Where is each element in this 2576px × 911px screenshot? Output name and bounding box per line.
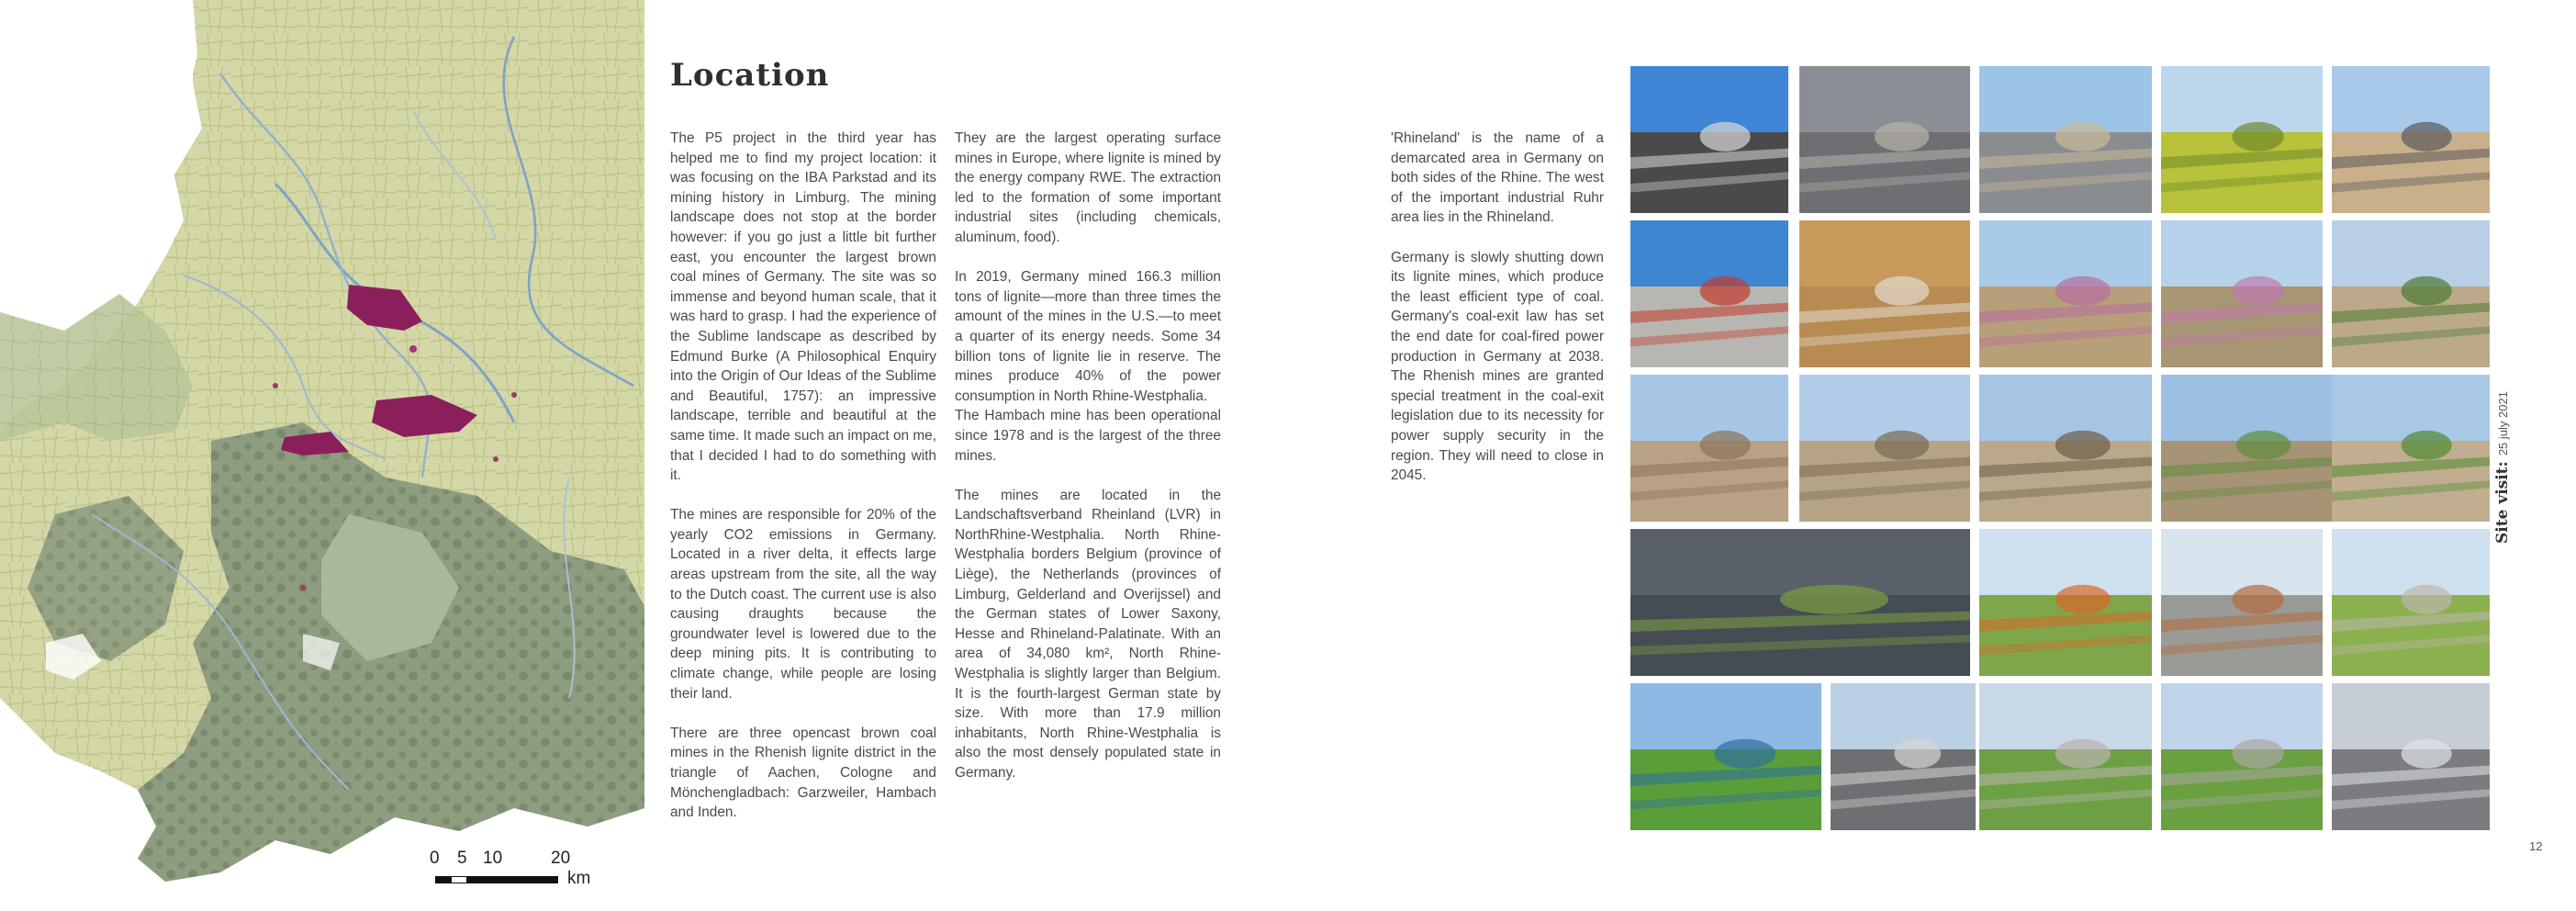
scale-unit: km (567, 869, 591, 888)
scale-bar (424, 849, 608, 894)
photo-mine-flowers (1979, 220, 2152, 367)
photo-dump-truck (1799, 220, 1970, 367)
scale-tick-10: 10 (483, 849, 503, 868)
photo-pipes-lawn (1630, 683, 1821, 830)
paragraph: They are the largest operating surface mines in Europe, where lignite is mined by the energy company RWE. The extraction led to the formation of some important industrial sites (including chemicals, aluminum, food). (955, 130, 1221, 245)
text-column-2 (955, 129, 1221, 803)
photo-mine-terraces-tree (2332, 220, 2490, 367)
paragraph: The P5 project in the third year has helped me to find my project location: it was focusing on the IBA Parkstad and its mining history in Limburg. The mining landscape does not stop at the border however: if you go just a little bit further east, you encounter the largest brown coal mines of Germany. The site was so immense and beyond human scale, that it was hard to grasp. I had the experience of the Sublime landscape as described by Edmund Burke (A Philosophical Enquiry into the Origin of Our Ideas of the Sublime and Beautiful, 1757): an impressive landscape, terrible and beautiful at the same time. It made such an impact on me, that I decided I had to do something with it. (670, 130, 936, 484)
photo-viewing-platform (1979, 66, 2152, 213)
photo-landscape-path (2332, 529, 2490, 676)
paragraph: In 2019, Germany mined 166.3 million tons of lignite—more than three times the amount of the mines in the U.S.—to meet a quarter of its energy needs. Some 34 billion tons of lignite lie in reserve. The mines produce 40% of the power consumption in North Rhine-Westphalia. The Hambach mine has been operational since 1978 and is the largest of the three mines. (955, 269, 1221, 464)
site-visit-photo-grid (1630, 66, 2490, 836)
photo-mine-dark-slope (1630, 529, 1970, 676)
paragraph: There are three opencast brown coal mines in the Rhenish lignite district in the triangle of Aachen, Cologne and Mönchengladbach: Garzweiler, Hambach and Inden. (670, 725, 936, 821)
photo-powerplant-2 (2161, 683, 2323, 830)
photo-concrete-stairs (2161, 529, 2323, 676)
page-number: 12 (2529, 839, 2543, 853)
photo-parking-lot (1630, 66, 1788, 213)
scale-tick-20: 20 (551, 849, 571, 868)
photo-orange-stair (1979, 529, 2152, 676)
photo-mine-panorama-2 (1799, 375, 1970, 522)
photo-mine-panorama-3 (1979, 375, 2152, 522)
paragraph: Germany is slowly shutting down its lignite mines, which produce the least efficient type of coal. Germany's coal-exit law has set the end date for coal-fired power production in Germany at 2038. The Rhenish mines are granted special treatment in the coal-exit legislation due to its necessity for power supply security in the region. They will need to close in 2045. (1391, 249, 1604, 484)
scale-segment (466, 876, 494, 883)
site-visit-note (2493, 388, 2521, 544)
photo-mine-edge-trees (2332, 375, 2490, 522)
site-visit-label: Site visit: (2493, 461, 2512, 544)
photo-mine-terraces-flowers (2161, 220, 2323, 367)
photo-powerplant-1 (1979, 683, 2152, 830)
site-visit-date: 25 july 2021 (2496, 391, 2510, 456)
photo-excavator-meadow (2161, 66, 2323, 213)
scale-segment (494, 876, 558, 883)
photo-road-powerplant (1831, 683, 1976, 830)
regional-map (0, 0, 644, 911)
photo-mine-panorama-1 (1630, 375, 1788, 522)
photo-mine-panorama-4 (2161, 375, 2332, 522)
photo-excavator-mine (2332, 66, 2490, 213)
paragraph: 'Rhineland' is the name of a demarcated area in Germany on both sides of the Rhine. The west of the important industrial Ruhr area lies in the Rhineland. (1391, 130, 1604, 226)
paragraph: The mines are located in the Landschaftsverband Rheinland (LVR) in NorthRhine-Westphalia. North Rhine-Westphalia borders Belgium (province of Liège), the Netherlands (provinces of Limburg, Gelderland and Overijssel) and the German states of Lower Saxony, Hesse and Rhineland-Palatinate. With an area of 34,080 km², North Rhine-Westphalia is slightly larger than Belgium. It is the fourth-largest German state by size. With more than 17.9 million inhabitants, North Rhine-Westphalia is also the most densely populated state in Germany. (955, 487, 1221, 781)
scale-segment (435, 876, 451, 883)
text-column-1 (670, 129, 936, 842)
page-title: Location (670, 57, 830, 94)
paragraph: The mines are responsible for 20% of the yearly CO2 emissions in Germany. Located in a river delta, it effects large areas upstream from the site, all the way to the Dutch coast. The current use is also causing draughts because the groundwater level is lowered due to the deep mining pits. It is contributing to climate change, while people are losing their land. (670, 507, 936, 702)
text-column-3 (1391, 129, 1604, 505)
scale-tick-0: 0 (430, 849, 440, 868)
photo-machine-red (1630, 220, 1788, 367)
photo-glass-building (2332, 683, 2490, 830)
scale-tick-5: 5 (457, 849, 467, 868)
photo-bucket-wheel-closeup (1799, 66, 1970, 213)
